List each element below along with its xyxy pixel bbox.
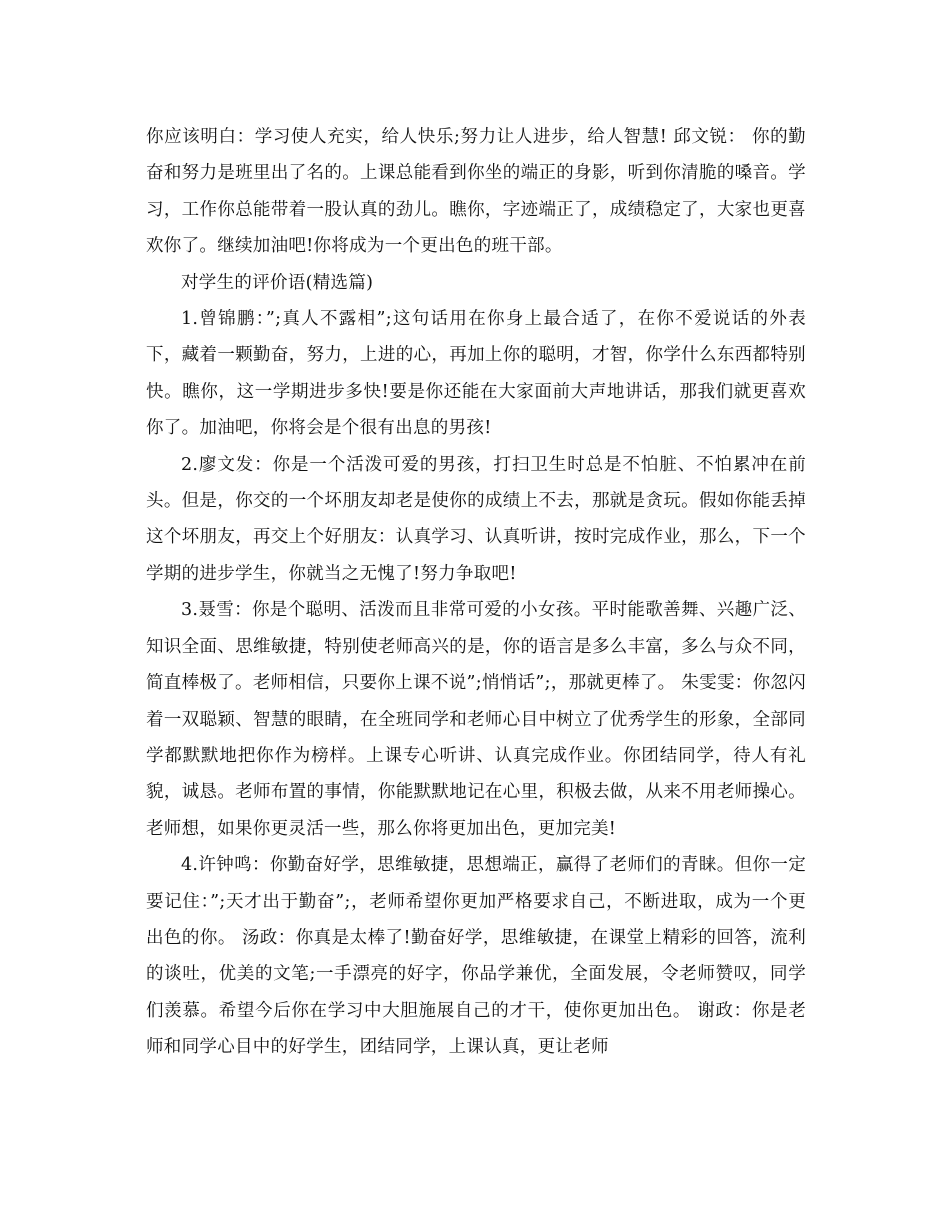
paragraph-item-3: 3.聂雪：你是个聪明、活泼而且非常可爱的小女孩。平时能歌善舞、兴趣广泛、知识全面、思维敏捷，特别使老师高兴的是，你的语言是多么丰富，多么与众不同，简直棒极了。老师相信，只要你上课不说”;悄悄话”;，那就更棒了。 朱雯雯：你忽闪着一双聪颖、智慧的眼睛，在全班同学和老师心目中树立了优秀学生的形象，全部同学都默默地把你作为榜样。上课专心听讲、认真完成作业。你团结同学，待人有礼貌，诚恳。老师布置的事情，你能默默地记在心里，积极去做，从来不用老师操心。老师想，如果你更灵活一些，那么你将更加出色，更加完美! (146, 600, 806, 839)
paragraph-intro-continued: 你应该明白：学习使人充实，给人快乐;努力让人进步，给人智慧! 邱文锐： 你的勤奋和努力是班里出了名的。上课总能看到你坐的端正的身影，听到你清脆的嗓音。学习，工作你总能带着一股认真的劲儿。瞧你，字迹端正了，成绩稳定了，大家也更喜欢你了。继续加油吧!你将成为一个更出色的班干部。 (146, 127, 806, 257)
paragraph-item-1: 1.曾锦鹏：”;真人不露相”;这句话用在你身上最合适了，在你不爱说话的外表下，藏着一颗勤奋，努力，上进的心，再加上你的聪明，才智，你学什么东西都特别快。瞧你，这一学期进步多快!要是你还能在大家面前大声地讲话，那我们就更喜欢你了。加油吧，你将会是个很有出息的男孩! (146, 309, 806, 439)
paragraph-item-2: 2.廖文发：你是一个活泼可爱的男孩，打扫卫生时总是不怕脏、不怕累冲在前头。但是，你交的一个坏朋友却老是使你的成绩上不去，那就是贪玩。假如你能丢掉这个坏朋友，再交上个好朋友：认真学习、认真听讲，按时完成作业，那么，下一个学期的进步学生，你就当之无愧了!努力争取吧! (146, 454, 806, 584)
document-body (146, 119, 806, 1066)
section-heading: 对学生的评价语(精选篇) (181, 272, 374, 293)
paragraph-item-4: 4.许钟鸣：你勤奋好学，思维敏捷，思想端正，赢得了老师们的青睐。但你一定要记住：”;天才出于勤奋”;，老师希望你更加严格要求自己，不断进取，成为一个更出色的你。 汤政：你真是太棒了!勤奋好学，思维敏捷，在课堂上精彩的回答，流利的谈吐，优美的文笔;一手漂亮的好字，你品学兼优，全面发展，令老师赞叹，同学们羡慕。希望今后你在学习中大胆施展自己的才干，使你更加出色。 谢政：你是老师和同学心目中的好学生，团结同学，上课认真，更让老师 (146, 855, 806, 1058)
